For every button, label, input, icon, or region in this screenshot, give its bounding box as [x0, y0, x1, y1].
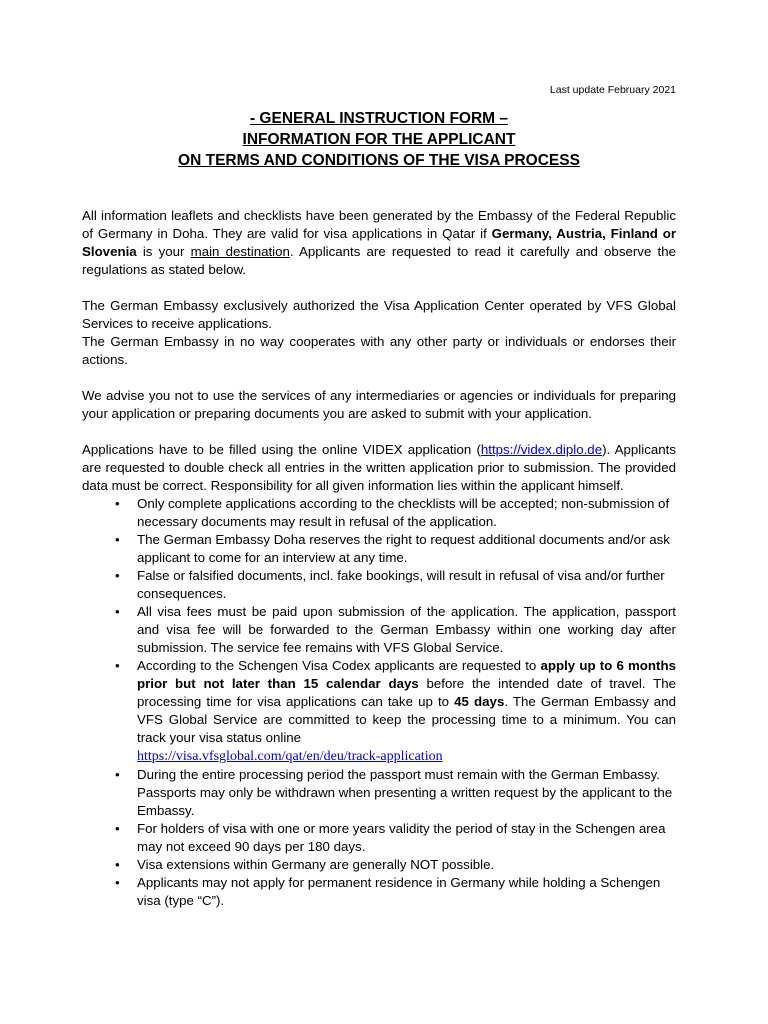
- intro-destinations: Germany, Austria, Finland or Slovenia: [82, 226, 677, 259]
- list-item: • For holders of visa with one or more years validity the period of stay in the Schengen area may not exceed 90 days per 180 days.: [137, 820, 676, 856]
- videx-paragraph: [82, 441, 676, 495]
- schengen-text-c: . The German Embassy and VFS Global Service are committed to keep the processing time to a minimum. You can track your visa status online: [137, 694, 676, 745]
- list-item: • Visa extensions within Germany are generally NOT possible.: [137, 856, 676, 874]
- intro-paragraph: [82, 207, 676, 279]
- conditions-list: [82, 495, 676, 910]
- title-line-3: ON TERMS AND CONDITIONS OF THE VISA PROCESS: [178, 152, 580, 169]
- processing-days: 45 days: [454, 694, 505, 709]
- videx-text-b: ). Applicants are requested to double check all entries in the written application prior to submission. The provided data must be correct. Responsibility for all given information lies within the applicant himself.: [82, 442, 676, 493]
- videx-text-a: Applications have to be filled using the online VIDEX application (: [82, 442, 481, 457]
- videx-link[interactable]: https://videx.diplo.de: [480, 442, 603, 457]
- list-item: • False or falsified documents, incl. fake bookings, will result in refusal of visa and/or further consequences.: [137, 567, 676, 603]
- schengen-text-b: before the intended date of travel. The processing time for visa applications can take up to: [137, 676, 676, 709]
- no-cooperation-paragraph: The German Embassy in no way cooperates with any other party or individuals or endorses their actions.: [82, 334, 676, 367]
- list-item: • Applicants may not apply for permanent residence in Germany while holding a Schengen visa (type “C”).: [137, 874, 676, 910]
- document-title: [82, 108, 676, 171]
- schengen-text-a: According to the Schengen Visa Codex applicants are requested to: [137, 658, 541, 673]
- schengen-deadline: apply up to 6 months prior but not later than 15 calendar days: [137, 658, 676, 691]
- intro-text-a: All information leaflets and checklists have been generated by the Embassy of the Federal Republic of Germany in Doha. They are valid for visa applications in Qatar if: [82, 208, 676, 241]
- intro-text-b: is your: [136, 244, 191, 259]
- track-application-link[interactable]: https://visa.vfsglobal.com/qat/en/deu/track-application: [137, 749, 443, 764]
- intro-main-destination: main destination: [190, 244, 290, 259]
- intermediaries-paragraph: We advise you not to use the services of any intermediaries or agencies or individuals for preparing your application or preparing documents you are asked to submit with your application.: [82, 388, 676, 421]
- list-item: • All visa fees must be paid upon submission of the application. The application, passport and visa fee will be forwarded to the German Embassy within one working day after submission. The service fee remains with VFS Global Service.: [137, 603, 676, 657]
- intro-text-c: . Applicants are requested to read it carefully and observe the regulations as stated below.: [82, 244, 676, 277]
- list-item: [137, 657, 676, 766]
- title-line-2: INFORMATION FOR THE APPLICANT: [242, 131, 516, 148]
- document-body: [82, 207, 676, 910]
- last-update-note: Last update February 2021: [549, 84, 676, 96]
- vfs-authorization-paragraph: The German Embassy exclusively authorized the Visa Application Center operated by VFS Global Services to receive applications.: [82, 298, 676, 331]
- title-line-1: - GENERAL INSTRUCTION FORM –: [249, 110, 509, 127]
- list-item: • During the entire processing period the passport must remain with the German Embassy. Passports may only be withdrawn when presenting a written request by the applicant to the Embassy.: [137, 766, 676, 820]
- list-item: • The German Embassy Doha reserves the right to request additional documents and/or ask applicant to come for an interview at any time.: [137, 531, 676, 567]
- list-item: • Only complete applications according to the checklists will be accepted; non-submission of necessary documents may result in refusal of the application.: [137, 495, 676, 531]
